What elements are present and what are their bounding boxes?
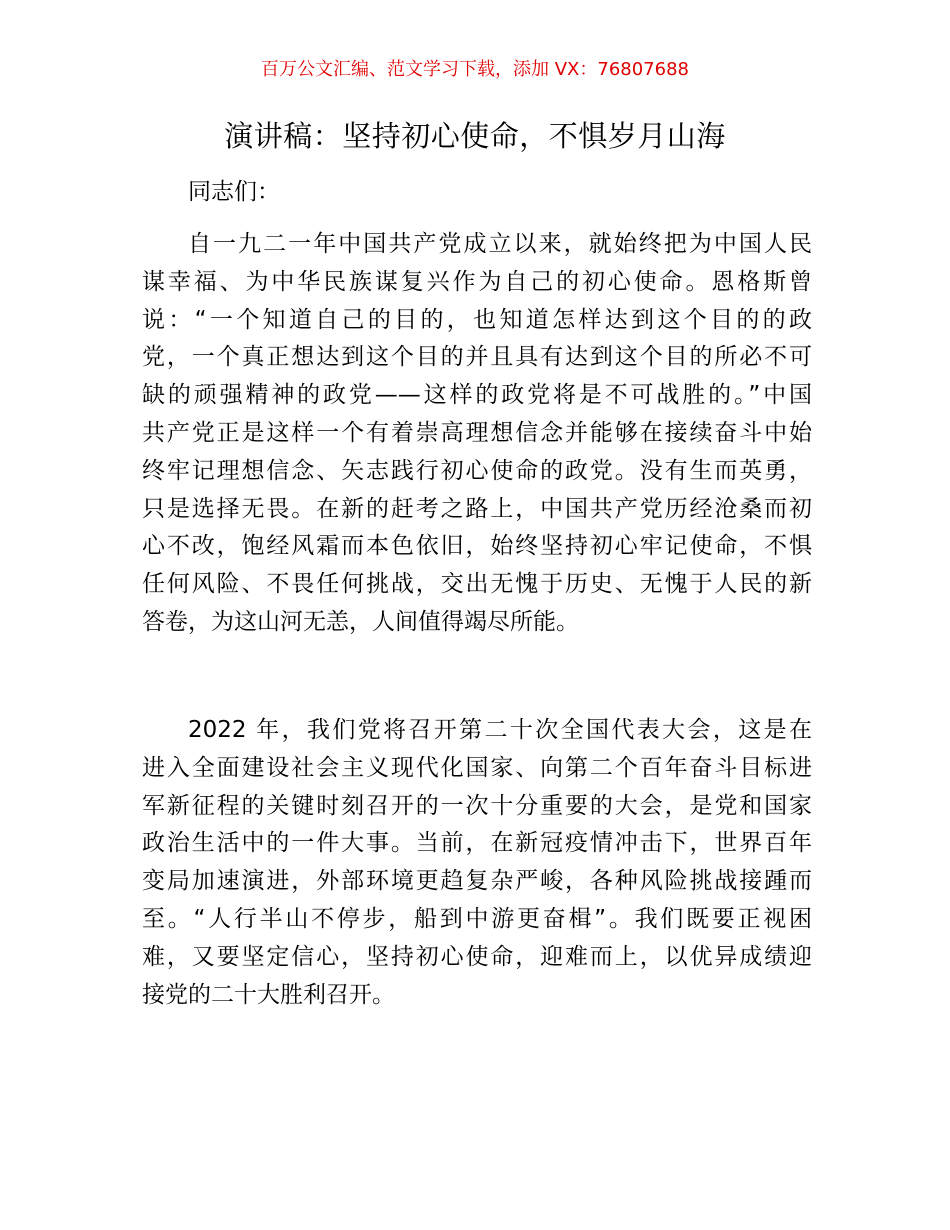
greeting: 同志们： bbox=[188, 179, 280, 205]
paragraph-line: 变局加速演进，外部环境更趋复杂严峻，各种风险挑战接踵而 bbox=[142, 868, 812, 895]
paragraph-1 bbox=[142, 226, 812, 642]
paragraph-line: 难，又要坚定信心，坚持初心使命，迎难而上，以优异成绩迎 bbox=[142, 943, 812, 970]
paragraph-line: 说：“一个知道自己的目的，也知道怎样达到这个目的的政 bbox=[142, 306, 812, 333]
paragraph-line: 缺的顽强精神的政党——这样的政党将是不可战胜的。”中国 bbox=[142, 382, 812, 409]
paragraph-line: 至。“人行半山不停步，船到中游更奋楫”。我们既要正视困 bbox=[142, 905, 812, 932]
paragraph-line: 谋幸福、为中华民族谋复兴作为自己的初心使命。恩格斯曾 bbox=[142, 268, 812, 295]
paragraph-line: 接党的二十大胜利召开。 bbox=[142, 981, 395, 1008]
paragraph-2 bbox=[142, 712, 812, 1014]
paragraph-line: 自一九二一年中国共产党成立以来，就始终把为中国人民 bbox=[188, 231, 812, 257]
paragraph-line: 2022 年，我们党将召开第二十次全国代表大会，这是在 bbox=[188, 717, 812, 743]
paragraph-line: 任何风险、不畏任何挑战，交出无愧于历史、无愧于人民的新 bbox=[142, 571, 812, 598]
paragraph-line: 只是选择无畏。在新的赶考之路上，中国共产党历经沧桑而初 bbox=[142, 495, 812, 522]
paragraph-line: 政治生活中的一件大事。当前，在新冠疫情冲击下，世界百年 bbox=[142, 830, 812, 857]
header-banner: 百万公文汇编、范文学习下载，添加 VX：76807688 bbox=[261, 59, 689, 80]
paragraph-line: 党，一个真正想达到这个目的并且具有达到这个目的所必不可 bbox=[142, 344, 812, 371]
paragraph-line: 终牢记理想信念、矢志践行初心使命的政党。没有生而英勇， bbox=[142, 457, 812, 484]
paragraph-line: 进入全面建设社会主义现代化国家、向第二个百年奋斗目标进 bbox=[142, 754, 812, 781]
paragraph-line: 心不改，饱经风霜而本色依旧，始终坚持初心牢记使命，不惧 bbox=[142, 533, 812, 560]
paragraph-line: 答卷，为这山河无恙，人间值得竭尽所能。 bbox=[142, 608, 579, 635]
paragraph-line: 军新征程的关键时刻召开的一次十分重要的大会，是党和国家 bbox=[142, 792, 812, 819]
paragraph-line: 共产党正是这样一个有着崇高理想信念并能够在接续奋斗中始 bbox=[142, 419, 812, 446]
page-title: 演讲稿：坚持初心使命，不惧岁月山海 bbox=[224, 119, 726, 153]
